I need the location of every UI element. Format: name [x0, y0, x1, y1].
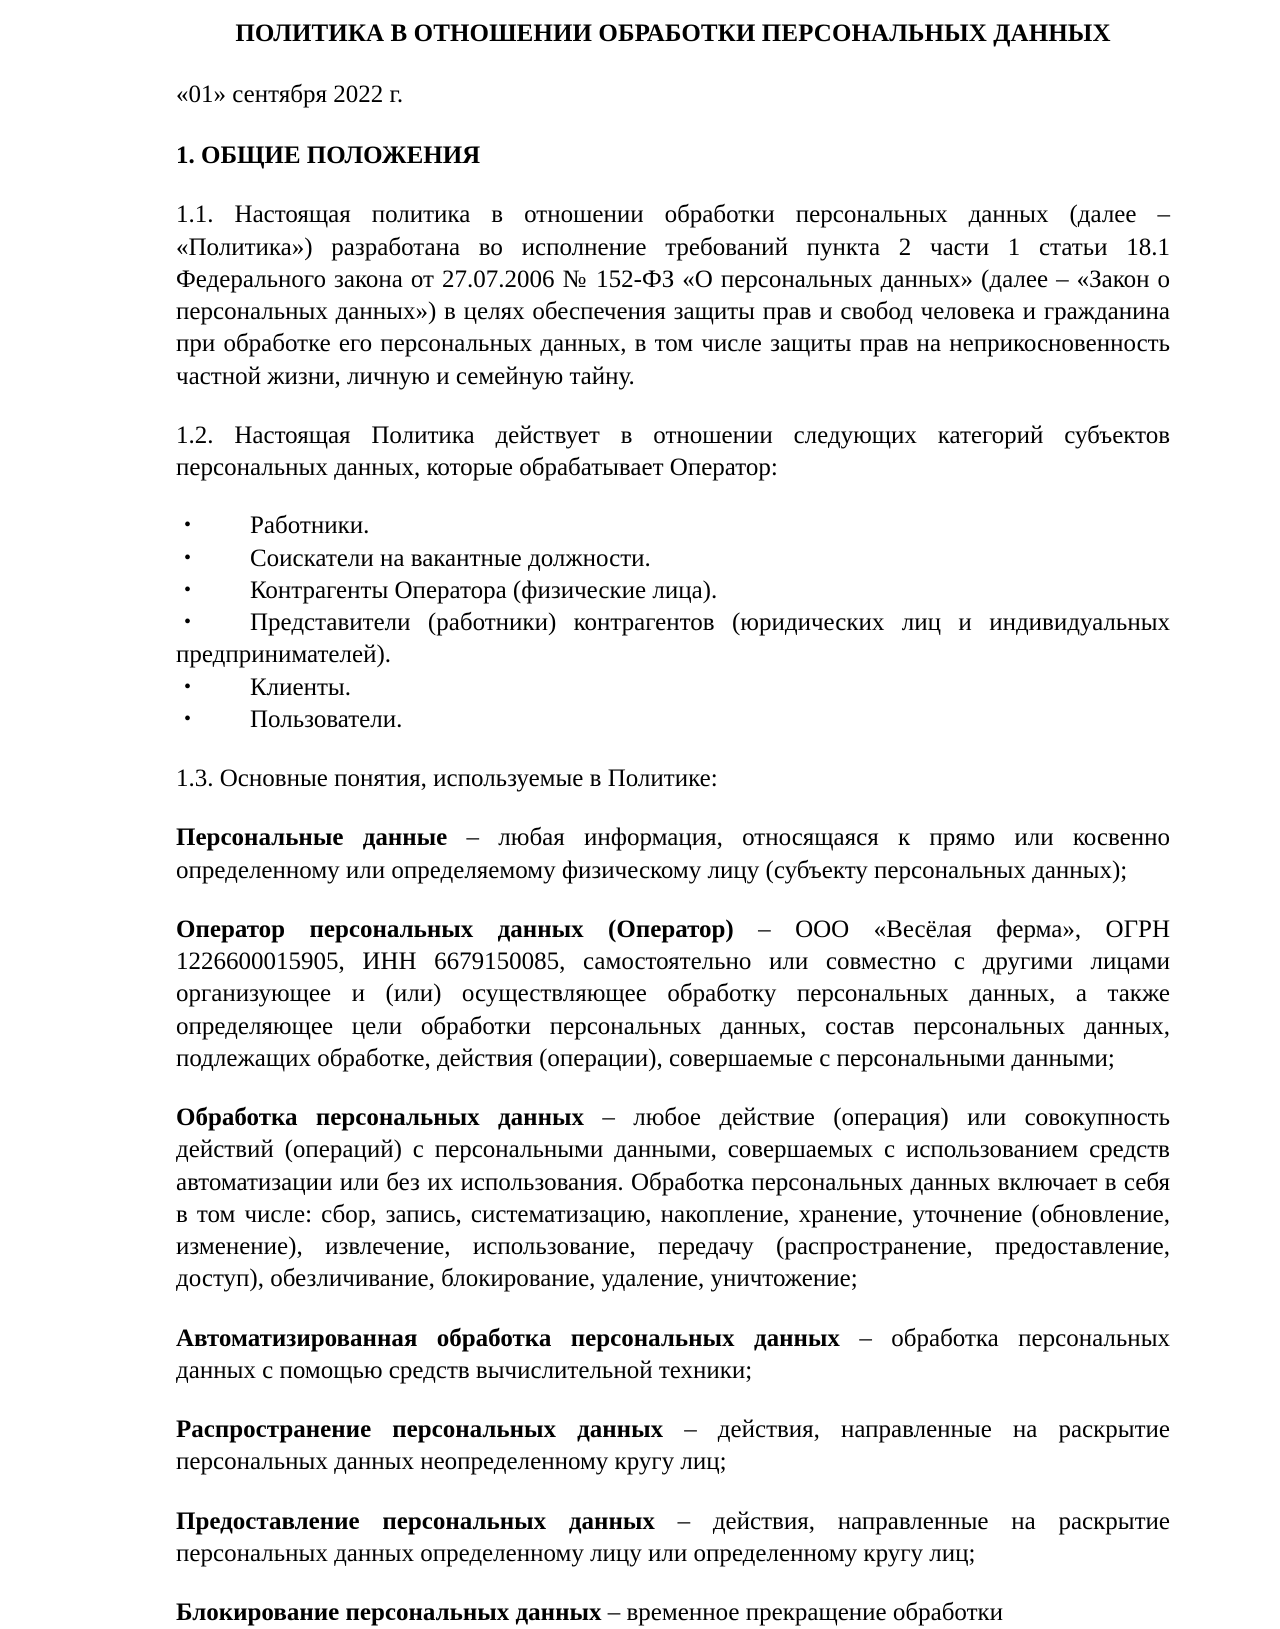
definition-term: Распространение персональных данных	[176, 1416, 664, 1443]
definition-body: – временное прекращение обработки	[601, 1599, 1004, 1626]
bullet-icon: •	[184, 578, 192, 601]
definition-operator	[176, 914, 1170, 1075]
definition-body: – любое действие (операция) или совокупность действий (операций) с персональными данными, совершаемых с использованием средств автоматизации или без их использования. Обработка персональных данных включает в себя в том числе: сбор, запись, систематизацию, накопление, хранение, уточнение (обновление, изменение), извлечение, использование, передачу (распространение, предоставление, доступ), обезличивание, блокирование, удаление, уничтожение;	[176, 1104, 1170, 1293]
definition-body: – ООО «Весёлая ферма», ОГРН 1226600015905, ИНН 6679150085, самостоятельно или совместно с другими лицами организующее и (или) осуществляющее обработку персональных данных, а также определяющее цели обработки персональных данных, состав персональных данных, подлежащих обработке, действия (операции), совершаемые с персональными данными;	[176, 915, 1170, 1072]
document-date: «01» сентября 2022 г.	[176, 81, 404, 109]
list-item	[176, 543, 1170, 575]
bullet-icon: •	[184, 514, 192, 537]
list-item	[176, 575, 1170, 607]
list-item-label: Клиенты.	[250, 673, 351, 701]
definition-term: Персональные данные	[176, 824, 448, 852]
bullet-icon: •	[184, 611, 192, 633]
list-item	[176, 672, 1170, 704]
list-item	[176, 704, 1170, 736]
definition-term: Обработка персональных данных	[176, 1104, 584, 1131]
list-item	[176, 510, 1170, 542]
definition-dissemination	[176, 1414, 1170, 1479]
definition-personal-data	[176, 822, 1170, 887]
list-item	[176, 607, 1170, 672]
definition-provision	[176, 1506, 1170, 1571]
definition-term: Оператор персональных данных (Оператор)	[176, 915, 734, 943]
list-item-label: Представители (работники) контрагентов (юридических лиц и индивидуальных предпринимателей).	[176, 609, 1170, 669]
list-item-label: Пользователи.	[250, 705, 403, 733]
definition-automated-processing	[176, 1323, 1170, 1388]
bullet-icon: •	[184, 546, 192, 569]
definition-term: Предоставление персональных данных	[176, 1507, 655, 1535]
definition-body: – действия, направленные на раскрытие персональных данных неопределенному кругу лиц;	[176, 1416, 1170, 1476]
section-heading-general-provisions: 1. ОБЩИЕ ПОЛОЖЕНИЯ	[176, 141, 481, 169]
definition-blocking	[176, 1597, 1170, 1629]
definition-term: Автоматизированная обработка персональных данных	[176, 1324, 840, 1352]
bullet-icon: •	[184, 675, 192, 698]
paragraph-1-3: 1.3. Основные понятия, используемые в Политике:	[176, 765, 718, 792]
definition-body: – обработка персональных данных с помощью средств вычислительной техники;	[176, 1324, 1170, 1384]
list-item-label: Контрагенты Оператора (физические лица).	[250, 576, 718, 604]
definition-processing	[176, 1102, 1170, 1296]
list-item-label: Работники.	[250, 512, 370, 540]
list-item-label: Соискатели на вакантные должности.	[250, 544, 651, 572]
definition-body: – действия, направленные на раскрытие персональных данных определенному лицу или определенному кругу лиц;	[176, 1507, 1170, 1567]
paragraph-1-1: 1.1. Настоящая политика в отношении обработки персональных данных (далее – «Политика») разработана во исполнение требований пункта 2 части 1 статьи 18.1 Федерального закона от 27.07.2006 № 152-ФЗ «О персональных данных» (далее – «Закон о персональных данных») в целях обеспечения защиты прав и свобод человека и гражданина при обработке его персональных данных, в том числе защиты прав на неприкосновенность частной жизни, личную и семейную тайну.	[176, 201, 1170, 390]
bullet-icon: •	[184, 707, 192, 730]
definition-term: Блокирование персональных данных	[176, 1599, 602, 1626]
page-title: ПОЛИТИКА В ОТНОШЕНИИ ОБРАБОТКИ ПЕРСОНАЛЬНЫХ ДАННЫХ	[235, 20, 1111, 47]
subjects-list	[176, 510, 1170, 736]
definition-body: – любая информация, относящаяся к прямо или косвенно определенному или определяемому физическому лицу (субъекту персональных данных);	[176, 824, 1170, 884]
paragraph-1-2: 1.2. Настоящая Политика действует в отношении следующих категорий субъектов персональных данных, которые обрабатывает Оператор:	[176, 421, 1170, 481]
